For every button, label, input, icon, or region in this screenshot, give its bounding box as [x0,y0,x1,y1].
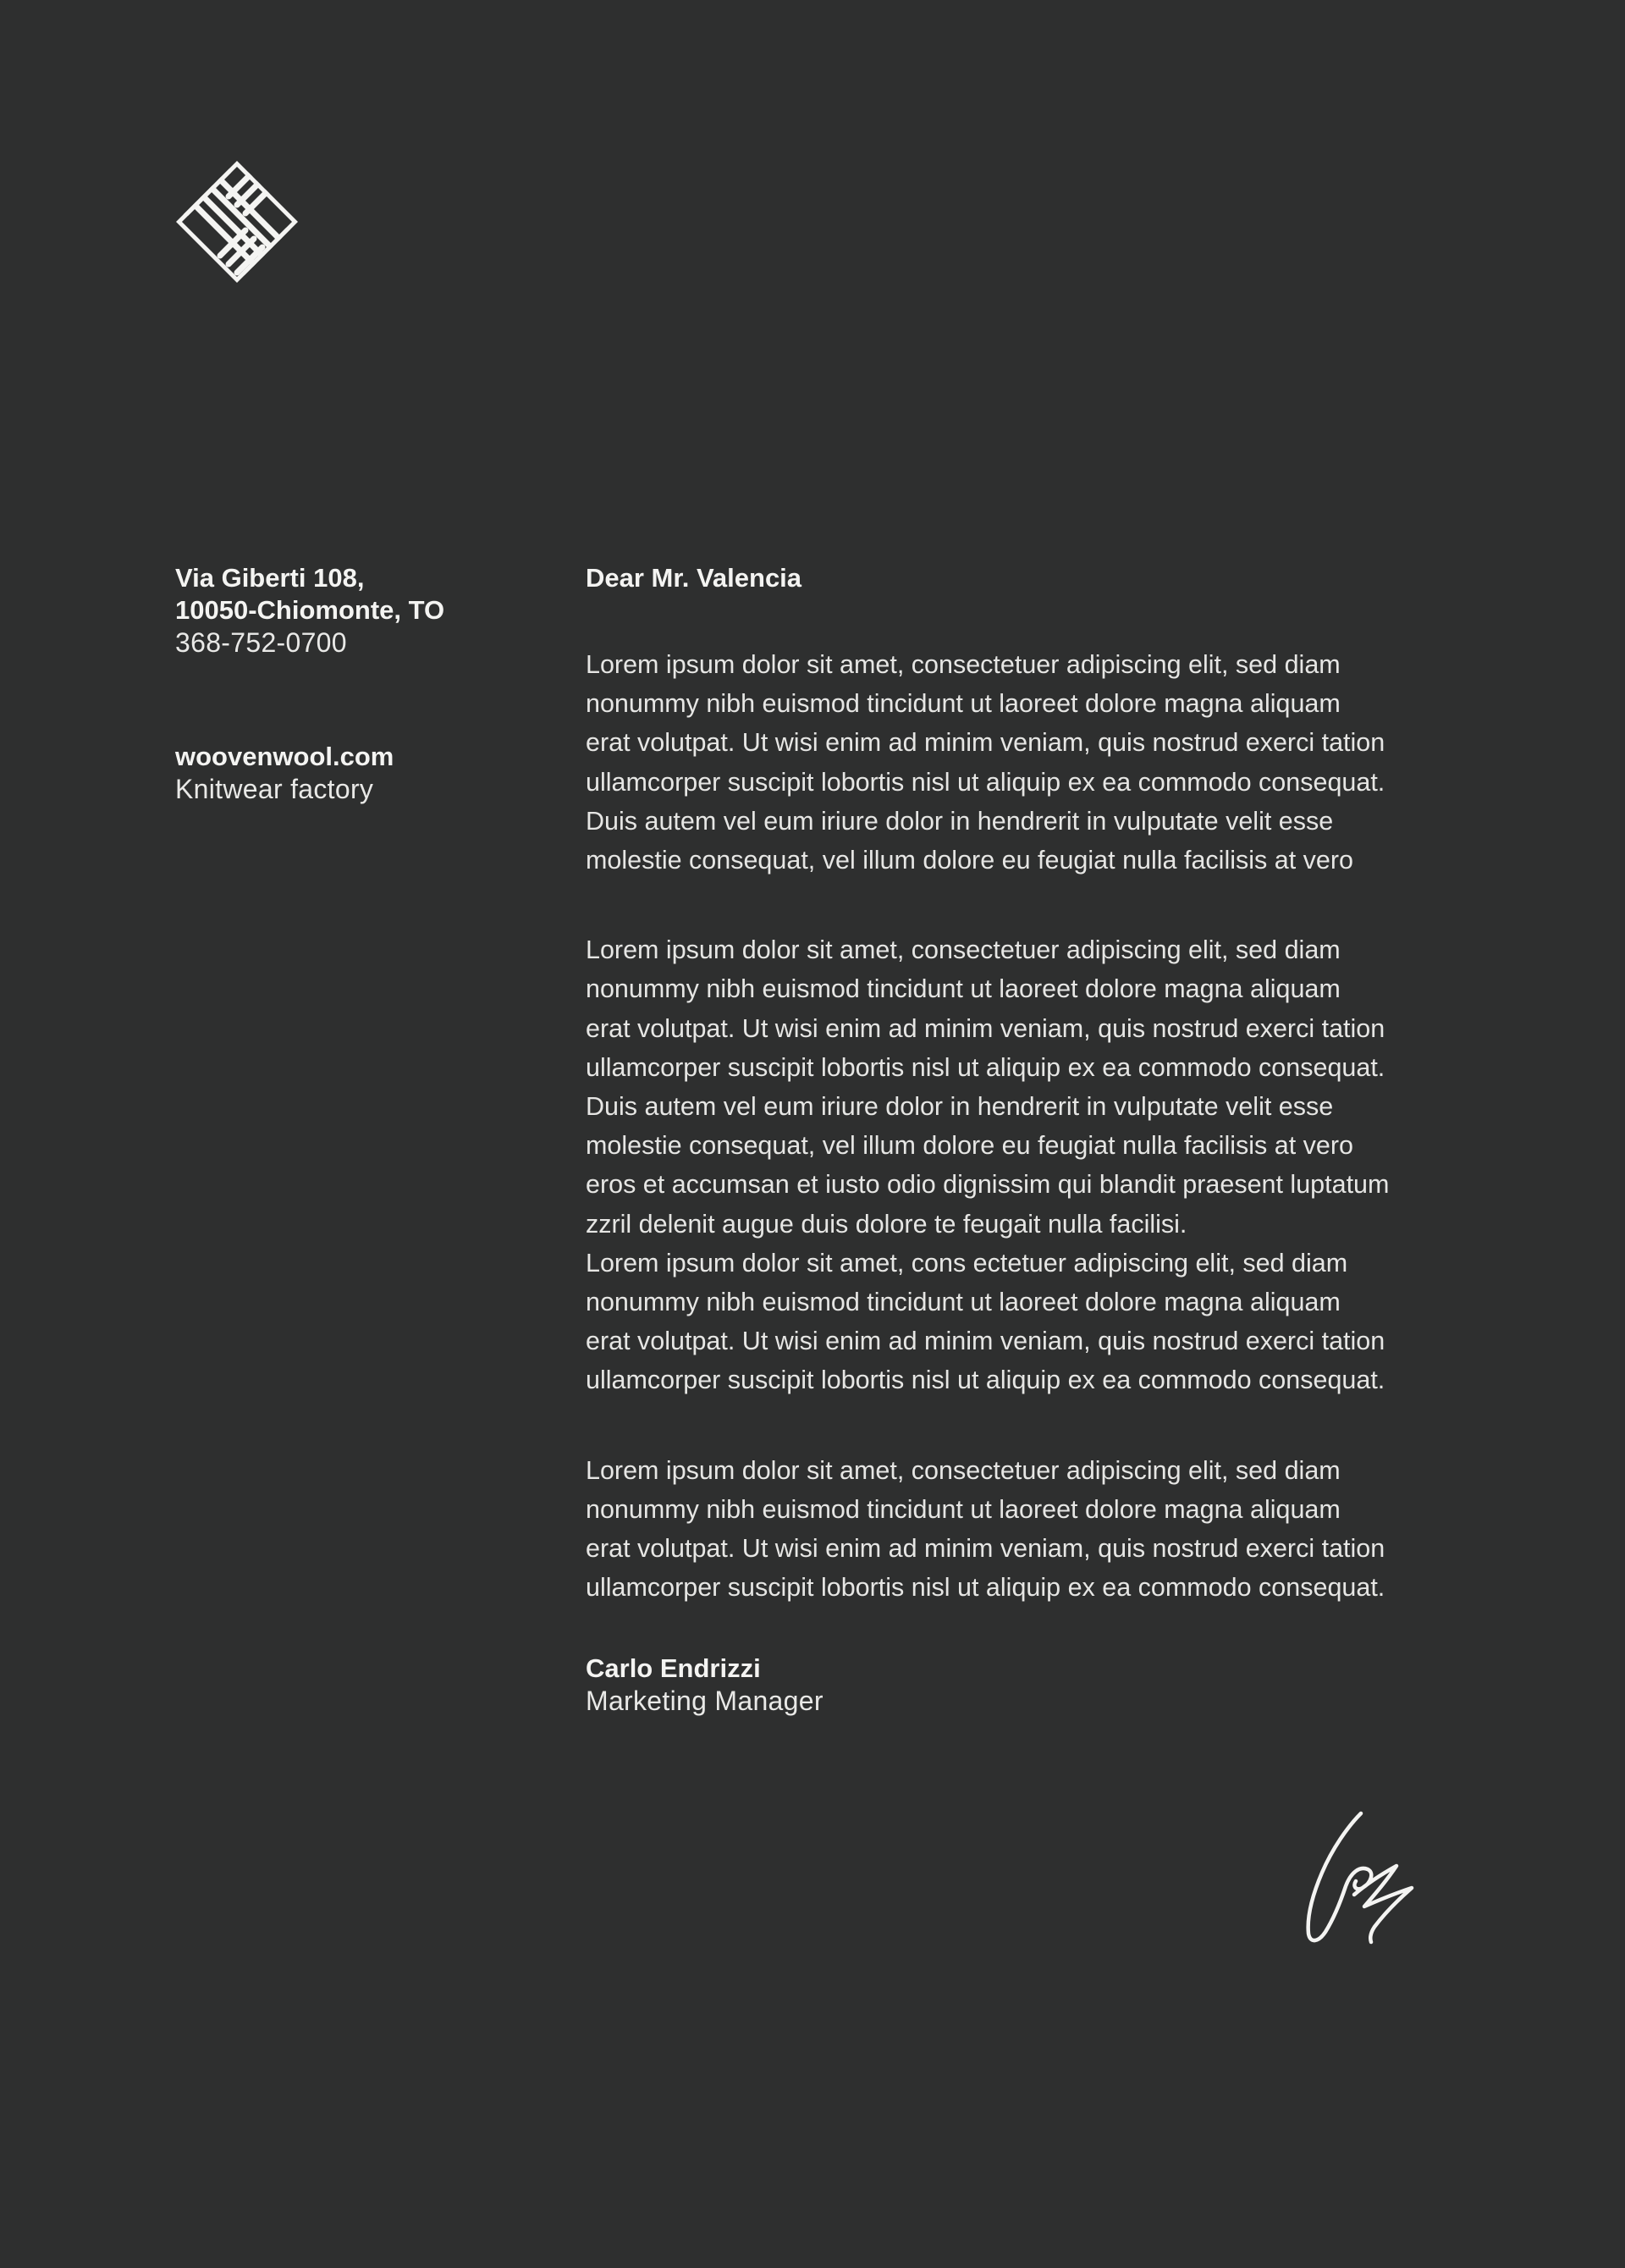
paragraph-2: Lorem ipsum dolor sit amet, consectetuer adipiscing elit, sed diam nonummy nibh euismod tincidunt ut laoreet dolore magna aliquam erat volutpat. Ut wisi enim ad minim veniam, quis nostrud exerci tation ullamcorper suscipit lobortis nisl ut aliquip ex ea commodo consequat. Duis autem vel eum iriure dolor in hendrerit in vulputate velit esse molestie consequat, vel illum dolore eu feugiat nulla facilisis at vero eros et accumsan et iusto odio dignissim qui blandit praesent luptatum zzril delenit augue duis dolore te feugait nulla facilisi. Lorem ipsum dolor sit amet, cons ectetuer adipiscing elit, sed diam nonummy nibh euismod tincidunt ut laoreet dolore magna aliquam erat volutpat. Ut wisi enim ad minim veniam, quis nostrud exerci tation ullamcorper suscipit lobortis nisl ut aliquip ex ea commodo consequat. [586,935,1390,1395]
signer-title: Marketing Manager [586,1686,824,1717]
handwritten-signature-icon [1303,1810,1417,1949]
paragraph-3: Lorem ipsum dolor sit amet, consectetuer adipiscing elit, sed diam nonummy nibh euismod tincidunt ut laoreet dolore magna aliquam erat volutpat. Ut wisi enim ad minim veniam, quis nostrud exerci tation ullamcorper suscipit lobortis nisl ut aliquip ex ea commodo consequat. [586,1455,1385,1603]
address-line-2: 10050-Chiomonte, TO [175,595,445,625]
phone-number: 368-752-0700 [175,627,347,658]
company-tagline: Knitwear factory [175,774,374,804]
greeting: Dear Mr. Valencia [586,563,802,593]
woven-diamond-icon [174,159,300,284]
sender-info [175,562,548,805]
signature-block [586,1653,1491,1717]
company-block [175,741,548,805]
signer-name: Carlo Endrizzi [586,1653,761,1684]
website-link[interactable]: woovenwool.com [175,742,394,771]
letter-body [586,562,1491,1717]
paragraph-1: Lorem ipsum dolor sit amet, consectetuer adipiscing elit, sed diam nonummy nibh euismod tincidunt ut laoreet dolore magna aliquam erat volutpat. Ut wisi enim ad minim veniam, quis nostrud exerci tation ullamcorper suscipit lobortis nisl ut aliquip ex ea commodo consequat. Duis autem vel eum iriure dolor in hendrerit in vulputate velit esse molestie consequat, vel illum dolore eu feugiat nulla facilisis at vero [586,650,1385,875]
address-line-1: Via Giberti 108, [175,563,365,593]
